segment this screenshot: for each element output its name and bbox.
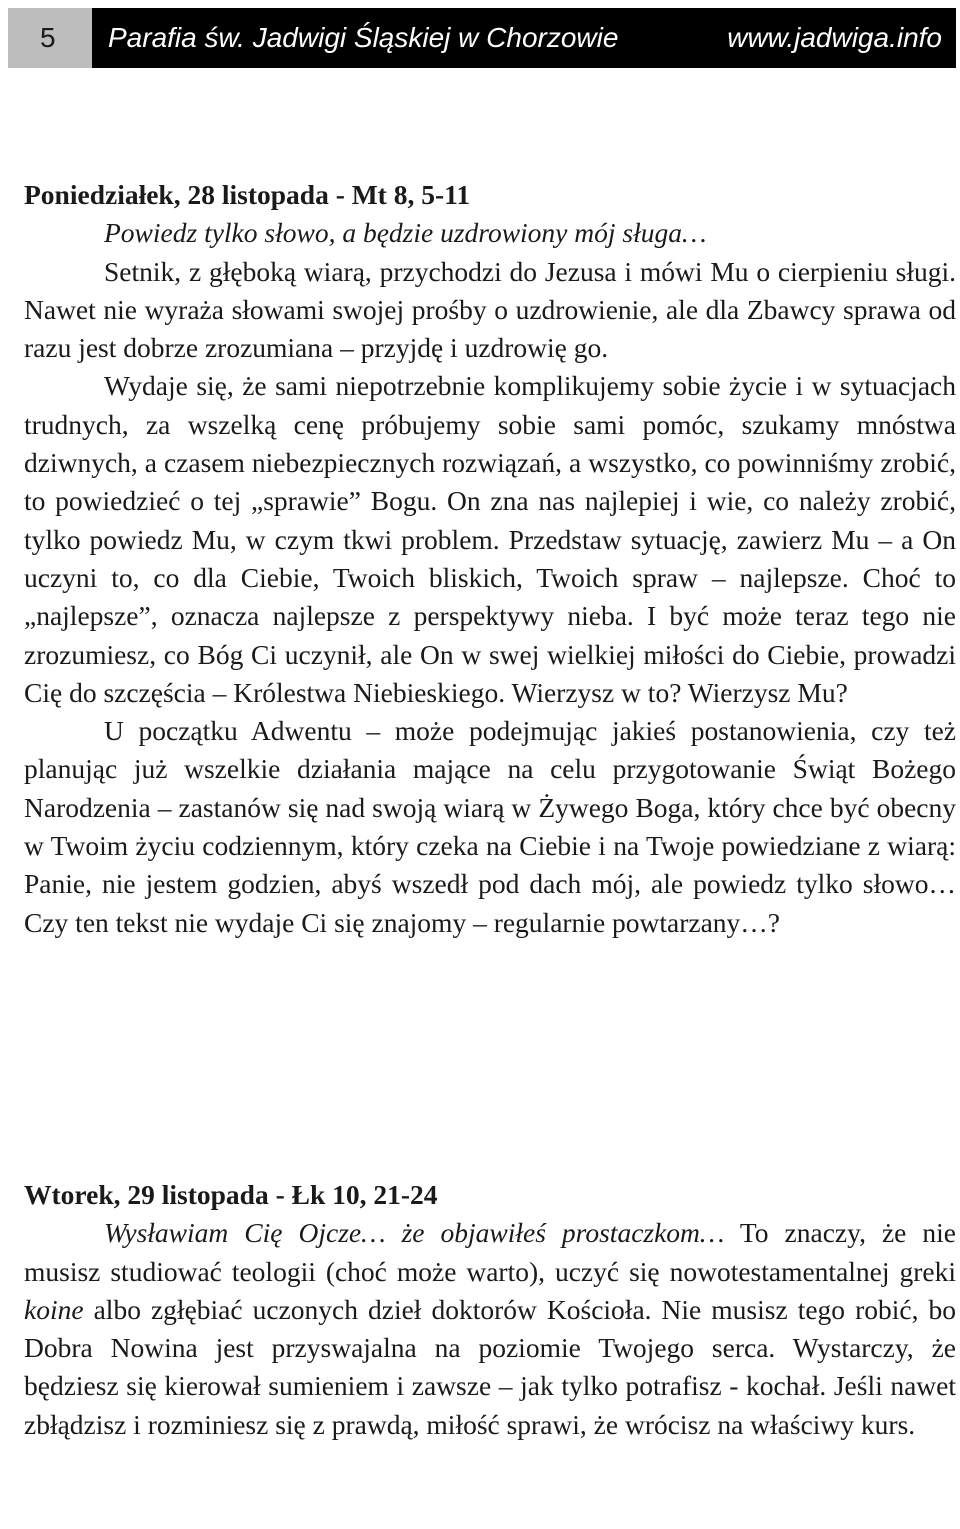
tuesday-section <box>24 1176 956 1444</box>
page-number: 5 <box>8 8 92 68</box>
page-header <box>8 8 956 68</box>
parish-name: Parafia św. Jadwigi Śląskiej w Chorzowie <box>108 22 619 53</box>
monday-quote: Powiedz tylko słowo, a będzie uzdrowiony mój sługa… <box>104 217 707 249</box>
tuesday-paragraph <box>24 1214 956 1444</box>
monday-paragraph-1: Setnik, z głęboką wiarą, przychodzi do Jezusa i mówi Mu o cierpieniu sługi. Nawet nie wyraża słowami swojej prośby o uzdrowienie, ale dla Zbawcy sprawa od razu jest dobrze zrozumiana – przyjdę i uzdrowię go. <box>24 255 956 364</box>
tuesday-text-2: albo zgłębiać uczonych dzieł doktorów Kościoła. Nie musisz tego robić, bo Dobra Nowina jest przyswajalna na poziomie Twojego serca. Wystarczy, że będziesz się kierował sumieniem i zawsze – jak tylko potrafisz - kochał. Jeśli nawet zbłądzisz i rozminiesz się z prawdą, miłość sprawi, że wrócisz na właściwy kurs. <box>24 1293 956 1440</box>
tuesday-quote: Wysławiam Cię Ojcze… że objawiłeś prostaczkom… <box>104 1217 725 1249</box>
monday-paragraph-2: Wydaje się, że sami niepotrzebnie komplikujemy sobie życie i w sytuacjach trudnych, za wszelką cenę próbujemy sobie sami pomóc, szukamy mnóstwa dziwnych, a czasem niebezpiecznych rozwiązań, a wszystko, co powinniśmy zrobić, to powiedzieć o tej „sprawie” Bogu. On zna nas najlepiej i wie, co należy zrobić, tylko powiedz Mu, w czym tkwi problem. Przedstaw sytuację, zawierz Mu – a On uczyni to, co dla Ciebie, Twoich bliskich, Twoich spraw – najlepsze. Choć to „najlepsze”, oznacza najlepsze z perspektywy nieba. I być może teraz tego nie zrozumiesz, co Bóg Ci uczynił, ale On w swej wielkiej miłości do Ciebie, prowadzi Cię do szczęścia – Królestwa Niebieskiego. Wierzysz w to? Wierzysz Mu? <box>24 370 956 708</box>
tuesday-title: Wtorek, 29 listopada - Łk 10, 21-24 <box>24 1179 438 1210</box>
tuesday-text-1: To znaczy, że nie musisz studiować teologii (choć może warto), uczyć się nowotestamentalnej greki <box>24 1217 956 1287</box>
website-link[interactable]: www.jadwiga.info <box>727 22 942 53</box>
monday-paragraph-3: U początku Adwentu – może podejmując jakieś postanowienia, czy też planując już wszelkie działania mające na celu przygotowanie Świąt Bożego Narodzenia – zastanów się nad swoją wiarą w Żywego Boga, który chce być obecny w Twoim życiu codziennym, który czeka na Ciebie i na Twoje powiedziane z wiarą: Panie, nie jestem godzien, abyś wszedł pod dach mój, ale powiedz tylko słowo… Czy ten tekst nie wydaje Ci się znajomy – regularnie powtarzany…? <box>24 715 956 938</box>
monday-section <box>24 176 956 942</box>
tuesday-term: koine <box>24 1293 84 1325</box>
header-bar <box>92 8 956 68</box>
monday-title: Poniedziałek, 28 listopada - Mt 8, 5-11 <box>24 179 471 210</box>
